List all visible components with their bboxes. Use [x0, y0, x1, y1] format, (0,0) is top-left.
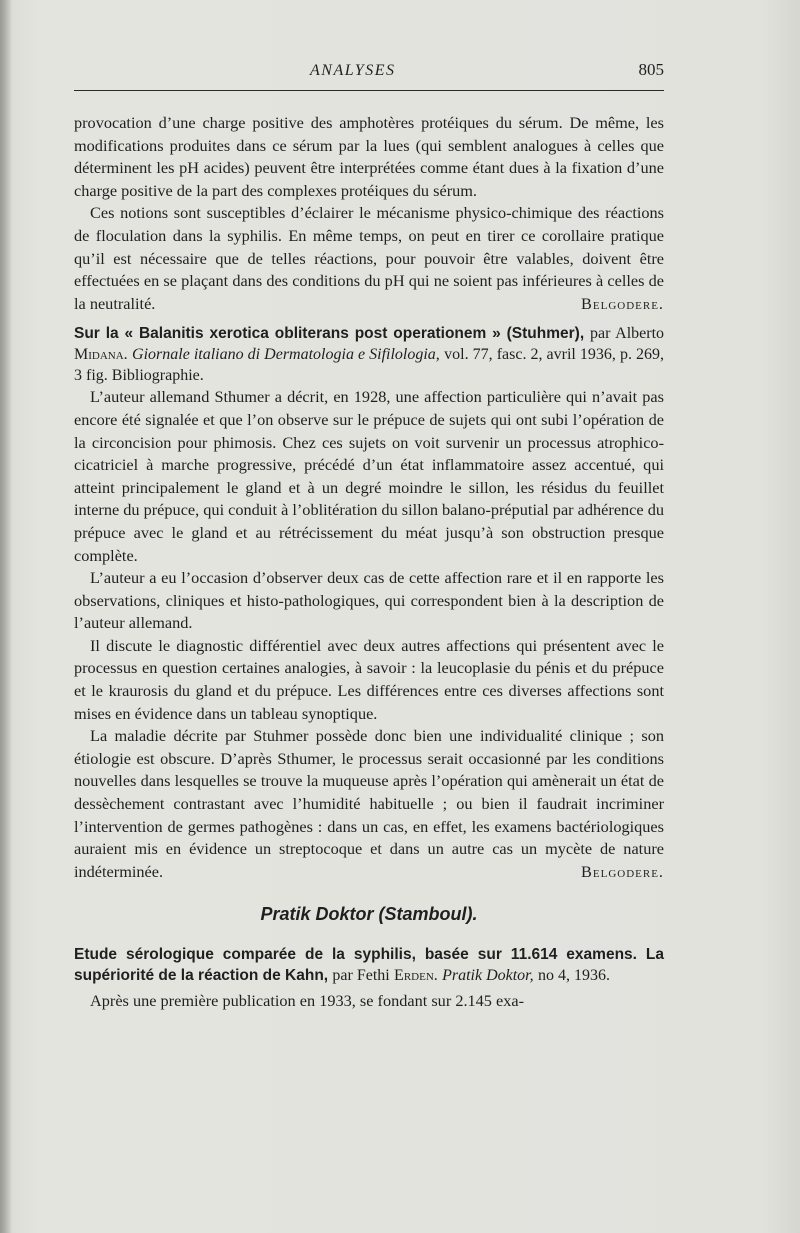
- author-signature: Belgodere.: [581, 861, 664, 881]
- article-title: Sur la « Balanitis xerotica obliterans post operationem » (Stuhmer),: [74, 325, 585, 343]
- paragraph-text: La maladie décrite par Stuhmer possède donc bien une individualité clinique ; son étiologie est obscure. D’après Sthumer, le processus serait occasionné par les conditions nouvelles dans lesquelles se trouve la muqueuse après l’opération qui amènerait un état de dessèchement contrastant avec l’humidité habituelle ; ou bien il faudrait incriminer l’intervention de germes pathogènes : dans un cas, en effet, les examens bactériologiques auraient mis en évidence un streptocoque et dans un autre cas un mycète de nature indéterminée.: [74, 726, 664, 881]
- paragraph: L’auteur allemand Sthumer a décrit, en 1928, une affection particulière qui n’avait pas encore été signalée et que l’on observe sur le prépuce de sujets qui ont subi l’opération de la circoncision pour phimosis. Chez ces sujets on voit survenir un processus atrophico-cicatriciel à marche progressive, précédé d’un état inflammatoire assez accentué, qui atteint principalement le gland et à un degré moindre le sillon, les résidus du feuillet interne du prépuce, qui conduit à l’oblitération du sillon balano-préputial par adhérence du prépuce avec le gland et au rétrécissement du méat jusqu’à son obstruction presque complète.: [74, 387, 664, 565]
- binding-shadow: [0, 0, 12, 1233]
- page-body: [74, 112, 664, 1013]
- paragraph: Après une première publication en 1933, se fondant sur 2.145 exa-: [90, 991, 525, 1010]
- article-journal: Pratik Doktor,: [442, 967, 534, 984]
- paragraph: provocation d’une charge positive des amphotères protéiques du sérum. De même, les modifications produites dans ce sérum par la lues (qui semblent analogues à celles que déterminent les pH acides) peuvent être interprétées comme étant dues à la fixation d’une charge positive de la part des complexes protéiques du sérum.: [74, 113, 664, 200]
- article-author: Midana.: [74, 346, 128, 364]
- paragraph: [74, 202, 664, 315]
- header-rule: [74, 90, 664, 91]
- article-ref-par: par Alberto: [590, 325, 665, 343]
- paragraph: L’auteur a eu l’occasion d’observer deux cas de cette affection rare et il en rapporte les observations, cliniques et histo-pathologiques, qui correspondent bien à la description de l’auteur allemand.: [74, 568, 664, 633]
- running-header: [74, 62, 664, 86]
- article-journal: Giornale italiano di Dermatologia e Sifilologia,: [132, 346, 440, 364]
- running-title: ANALYSES: [310, 62, 396, 79]
- article-heading: [74, 944, 664, 986]
- article-ref-par: par Fethi: [332, 967, 390, 984]
- paragraph: [74, 725, 664, 883]
- article-details: vol. 77, fasc. 2, avril 1936, p. 269, 3 fig. Bibliographie.: [74, 346, 665, 385]
- article-details: no 4, 1936.: [537, 967, 610, 984]
- article-heading: [74, 323, 664, 386]
- paragraph: Il discute le diagnostic différentiel avec deux autres affections qui présentent avec le processus en question certaines analogies, à savoir : la leucoplasie du pénis et du prépuce et le kraurosis du gland et du prépuce. Les différences entre ces diverses affections sont mises en évidence dans un tableau synoptique.: [74, 635, 664, 723]
- article-author: Erden.: [394, 967, 438, 984]
- author-signature: Belgodere.: [581, 293, 664, 313]
- article-title: Etude sérologique comparée de la syphilis, basée sur 11.614 examens. La supériorité de la réaction de Kahn,: [74, 946, 664, 984]
- page-number: 805: [638, 60, 664, 79]
- section-title: Pratik Doktor (Stamboul).: [260, 904, 478, 925]
- paragraph-text: Ces notions sont susceptibles d’éclairer le mécanisme physico-chimique des réactions de floculation dans la syphilis. En même temps, on peut en tirer ce corollaire pratique qu’il est nécessaire que de telles réactions, pour pouvoir être valables, doivent être effectuées en se plaçant dans des conditions du pH qui ne soient pas inférieures à celles de la neutralité.: [74, 203, 664, 313]
